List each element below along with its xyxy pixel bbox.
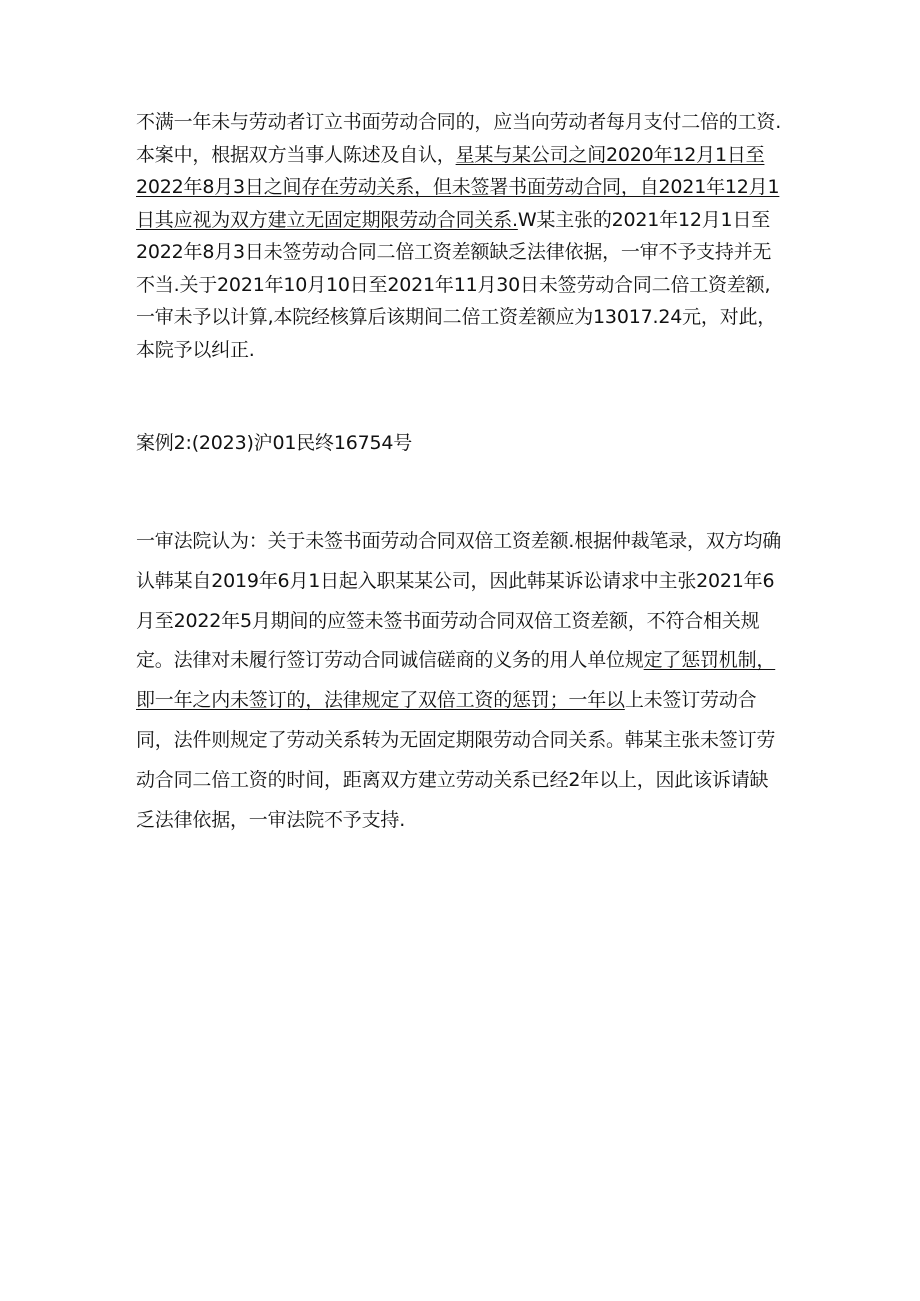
- paragraph-text: 不满一年未与劳动者订立书面劳动合同的，应当向劳动者每月支付二倍的工资.本案中，根据双方当事人陈述及自认，: [136, 111, 782, 166]
- paragraph-text: 上未签订劳动合同，法件则规定了劳动关系转为无固定期限劳动合同关系。韩某主张未签订劳动合同二倍工资的时间，距离双方建立劳动关系已经2年以上，因此该诉请缺乏法律依据，一审法院不予支持.: [136, 689, 776, 831]
- underlined-text: 定了惩罚机制，即一年之内未签订的，法律规定了双倍工资的惩罚；一年以: [136, 649, 776, 712]
- paragraph-text: 一审法院认为：关于未签书面劳动合同双倍工资差额.根据仲裁笔录，双方均确认韩某自2019年6月1日起入职某某公司，因此韩某诉讼请求中主张2021年6月至2022年5月期间的应签未签书面劳动合同双倍工资差额，不符合相关规定。法律对未履行签订劳动合同诚信磋商的义务的用人单位规: [136, 530, 782, 672]
- case-heading: 案例2:(2023)沪01民终16754号: [136, 432, 413, 454]
- paragraph-ruling-1: [136, 106, 786, 366]
- paragraph-first-instance: [136, 522, 786, 840]
- underlined-text: 星某与某公司之间2020年12月1日至2022年8月3日之间存在劳动关系，但未签署书面劳动合同，自2021年12月1日其应视为双方建立无固定期限劳动合同关系.: [136, 143, 780, 231]
- paragraph-text: W某主张的2021年12月1日至2022年8月3日未签劳动合同二倍工资差额缺乏法律依据，一审不予支持并无不当.关于2021年10月10日至2021年11月30日未签劳动合同二倍工资差额,一审未予以计算,本院经核算后该期间二倍工资差额应为13017.24元，对此，本院予以纠正.: [136, 208, 777, 361]
